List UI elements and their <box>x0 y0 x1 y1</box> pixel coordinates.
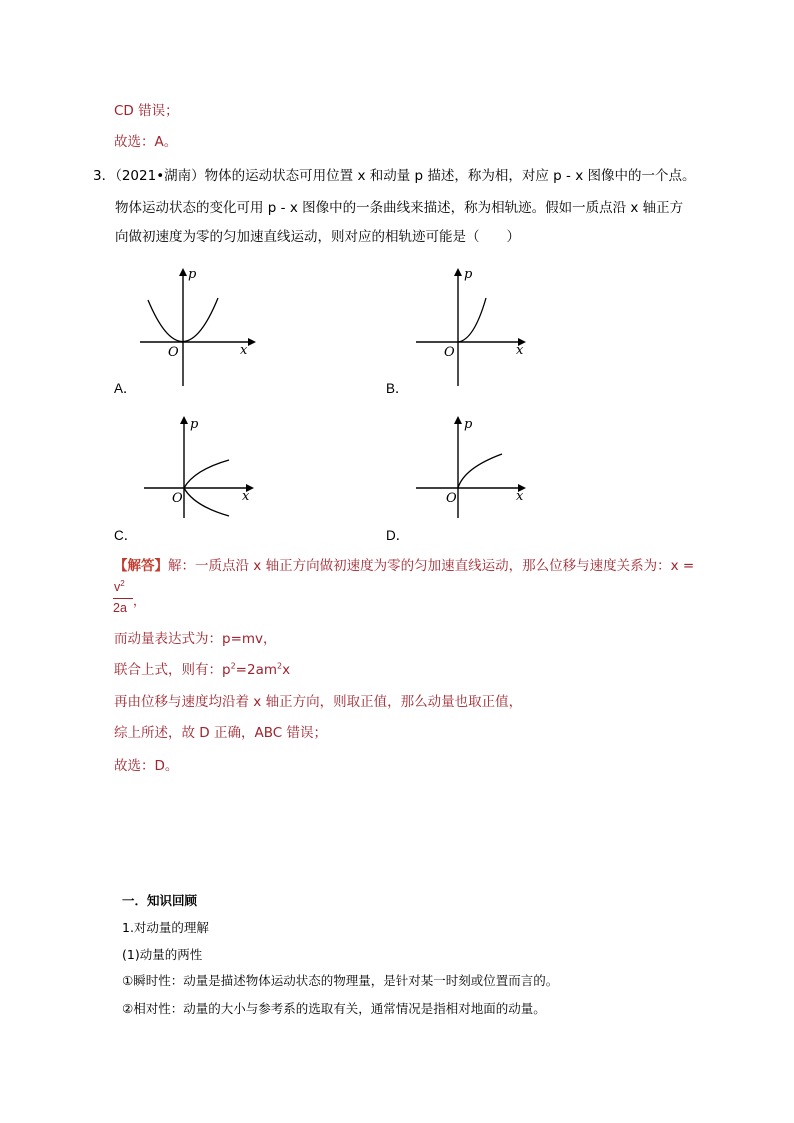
axis-label-p: p <box>464 417 473 432</box>
question-stem-line3: 向做初速度为零的匀加速直线运动，则对应的相轨迹可能是（ ） <box>115 229 520 245</box>
review-sub1: 1.对动量的理解 <box>122 920 209 935</box>
answer-line3: 联合上式，则有：$p^2=2am^2x$ <box>114 661 291 678</box>
answer-line5: 综上所述，故 D 正确，ABC 错误； <box>114 725 327 741</box>
review-sub2: (1)动量的两性 <box>122 947 203 962</box>
answer-line6: 故选：D。 <box>114 758 179 774</box>
previous-answer-line: CD 错误； <box>114 103 179 119</box>
origin-label: O <box>444 345 455 360</box>
graph-option-c <box>134 410 264 524</box>
graph-option-a <box>130 262 260 396</box>
origin-label: O <box>172 491 183 506</box>
question-stem-line1: 3．（2021•湖南）物体的运动状态可用位置 x 和动量 p 描述，称为相，对应 p - x 图像中的一个点。 <box>93 168 696 184</box>
option-b-label[interactable]: B． <box>386 381 409 396</box>
review-item1: ①瞬时性：动量是描述物体运动状态的物理量，是针对某一时刻或位置而言的。 <box>122 973 559 988</box>
answer-line2: 而动量表达式为：p=mv， <box>114 631 277 647</box>
question-stem-line2: 物体运动状态的变化可用 p - x 图像中的一条曲线来描述，称为相轨迹。假如一质点沿 x 轴正方 <box>115 200 684 216</box>
answer-tag: 【解答】 <box>114 558 168 574</box>
origin-label: O <box>168 345 179 360</box>
answer-line1 <box>114 556 694 576</box>
option-d-label[interactable]: D． <box>386 528 410 543</box>
review-heading: 一．知识回顾 <box>122 893 198 908</box>
fraction-tail: ， <box>133 594 146 608</box>
axis-label-x: x <box>240 343 248 358</box>
origin-label: O <box>446 491 457 506</box>
axis-label-p: p <box>190 417 199 432</box>
axis-label-x: x <box>516 489 524 504</box>
fraction-numerator: $v^2$ <box>114 578 125 594</box>
graph-option-d <box>406 410 536 524</box>
option-c-label[interactable]: C． <box>114 528 138 543</box>
fraction-denominator: 2a <box>113 601 127 615</box>
answer-line4: 再由位移与速度均沿着 x 轴正方向，则取正值，那么动量也取正值， <box>114 694 523 710</box>
previous-answer-choice: 故选：A。 <box>114 134 178 150</box>
axis-label-p: p <box>464 267 473 282</box>
axis-label-p: p <box>188 267 197 282</box>
axis-label-x: x <box>516 343 524 358</box>
fraction-bar <box>113 598 133 599</box>
review-item2: ②相对性：动量的大小与参考系的选取有关，通常情况是指相对地面的动量。 <box>122 1001 546 1016</box>
option-a-label[interactable]: A． <box>114 381 137 396</box>
answer-text1: 解：一质点沿 x 轴正方向做初速度为零的匀加速直线运动，那么位移与速度关系为：x = <box>168 558 695 574</box>
axis-label-x: x <box>242 489 250 504</box>
graph-option-b <box>406 262 536 396</box>
